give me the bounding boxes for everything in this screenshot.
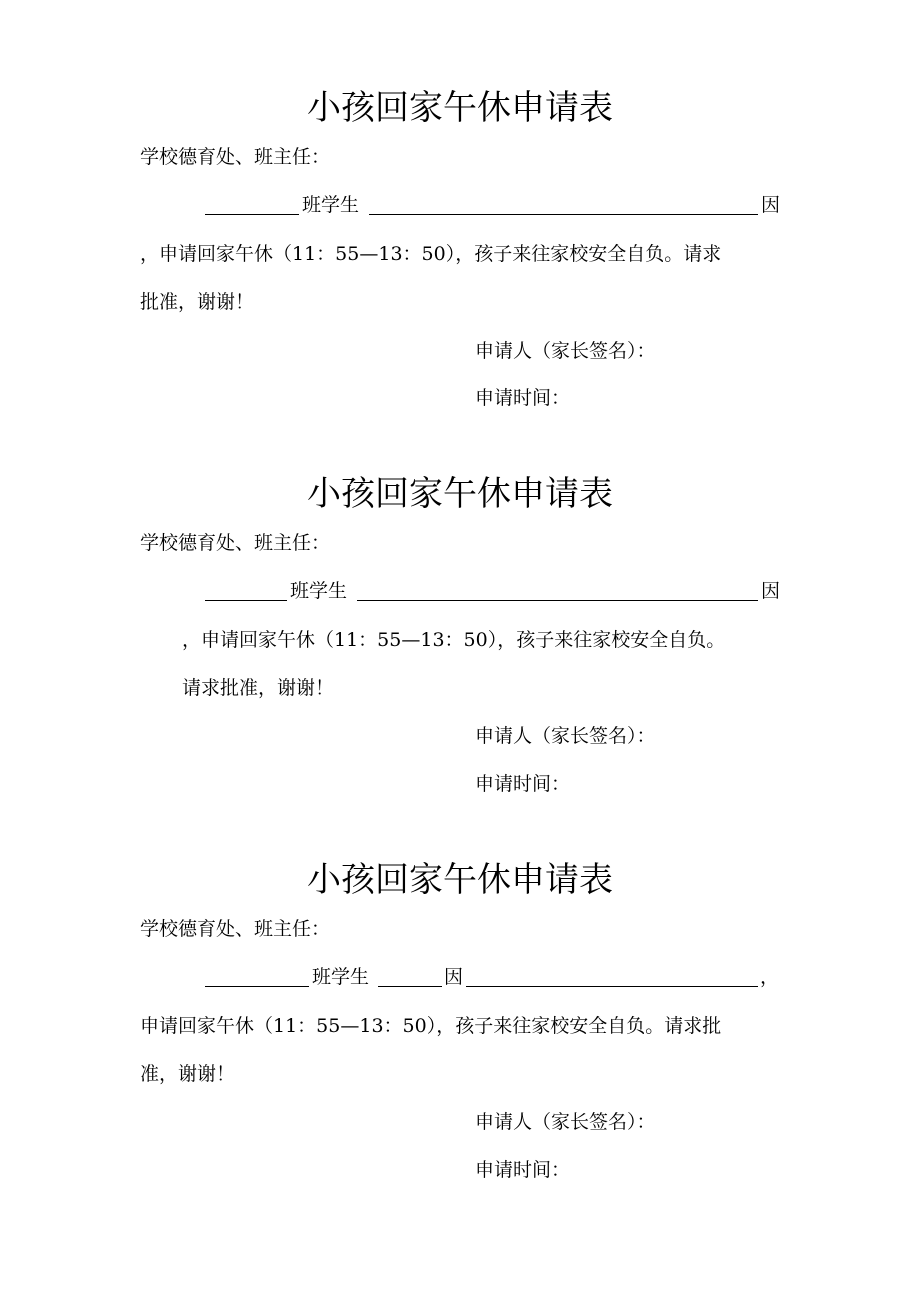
class-label: 班学生 [302,194,360,216]
reason-label: 因 [444,966,464,988]
comma: ， [760,966,780,988]
student-name-blank[interactable] [378,986,442,987]
time-label: 申请时间： [475,773,571,795]
salutation: 学校德育处、班主任： [140,918,331,940]
class-blank[interactable] [205,214,299,215]
reason-label: 因 [761,194,781,216]
body-line-1: ，申请回家午休（11：55—13：50），孩子来往家校安全自负。 [182,629,726,651]
body-line-1: 申请回家午休（11：55—13：50），孩子来往家校安全自负。请求批 [140,1015,722,1037]
salutation: 学校德育处、班主任： [140,532,331,554]
time-label: 申请时间： [475,387,571,409]
student-name-blank[interactable] [369,214,758,215]
signature-label: 申请人（家长签名）： [475,1111,656,1133]
student-name-blank[interactable] [357,600,758,601]
class-label: 班学生 [312,966,370,988]
body-line-2: 准，谢谢！ [140,1063,236,1085]
form-title: 小孩回家午休申请表 [307,88,613,128]
signature-label: 申请人（家长签名）： [475,725,656,747]
time-label: 申请时间： [475,1159,571,1181]
salutation: 学校德育处、班主任： [140,146,331,168]
class-label: 班学生 [290,580,348,602]
body-line-1: ，申请回家午休（11：55—13：50），孩子来往家校安全自负。请求 [140,243,722,265]
form-title: 小孩回家午休申请表 [307,860,613,900]
reason-label: 因 [761,580,781,602]
body-line-2: 批准，谢谢！ [140,291,255,313]
reason-blank[interactable] [466,986,758,987]
class-blank[interactable] [205,600,287,601]
body-line-2: 请求批准，谢谢！ [182,677,335,699]
class-blank[interactable] [205,986,309,987]
form-title: 小孩回家午休申请表 [307,474,613,514]
signature-label: 申请人（家长签名）： [475,340,656,362]
